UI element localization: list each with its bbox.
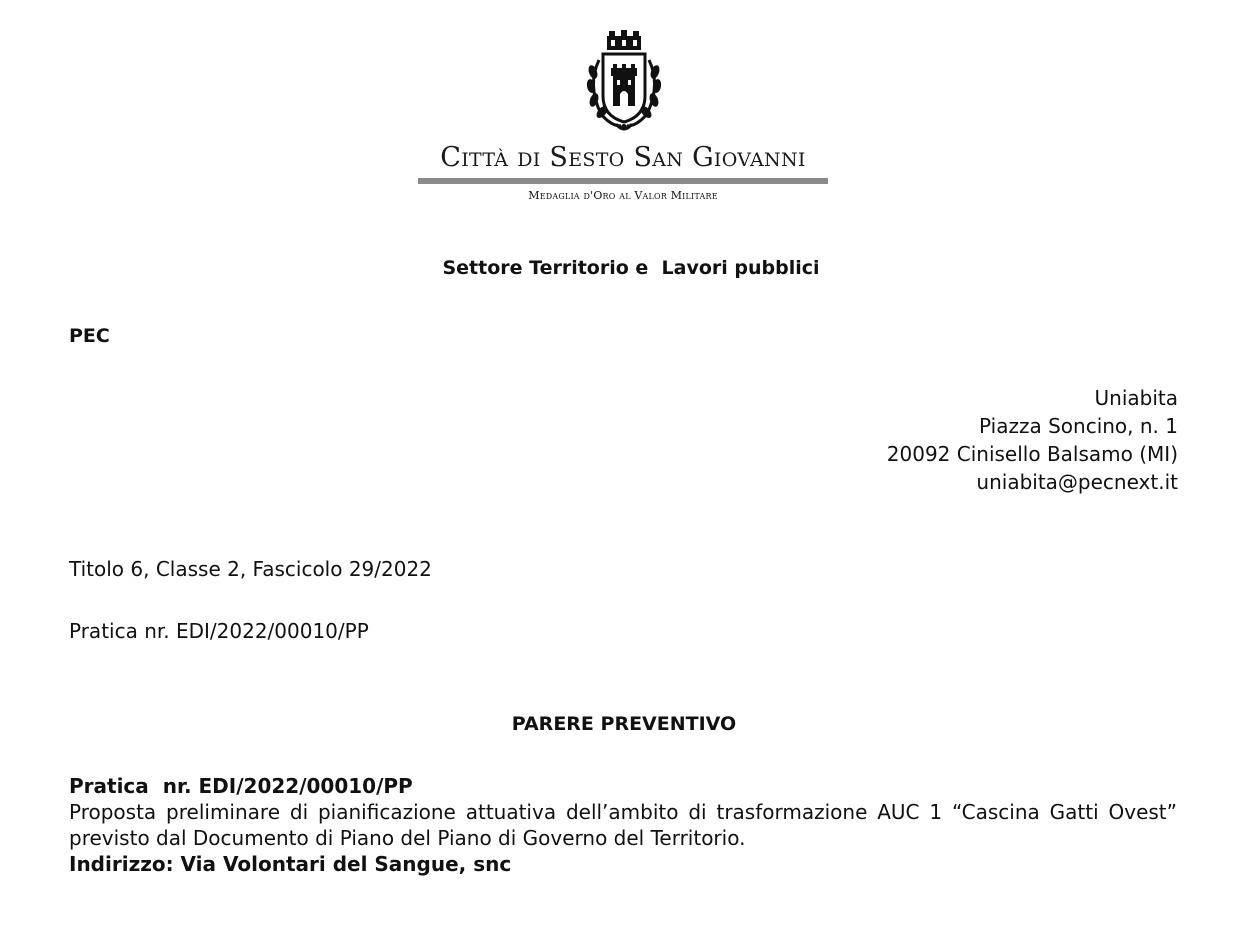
recipient-name: Uniabita bbox=[1094, 386, 1178, 410]
city-crest-icon bbox=[583, 30, 665, 134]
classification-line: Titolo 6, Classe 2, Fascicolo 29/2022 bbox=[69, 557, 432, 581]
recipient-city: 20092 Cinisello Balsamo (MI) bbox=[886, 442, 1178, 466]
sector-heading: Settore Territorio e Lavori pubblici bbox=[442, 257, 820, 279]
medal-subtitle: Medaglia d'Oro al Valor Militare bbox=[528, 189, 718, 202]
subject-block bbox=[69, 773, 1177, 877]
subject-address: Indirizzo: Via Volontari del Sangue, snc bbox=[69, 852, 512, 876]
document-title: PARERE PREVENTIVO bbox=[511, 713, 737, 735]
header-divider bbox=[418, 178, 828, 184]
subject-practice: Pratica nr. EDI/2022/00010/PP bbox=[69, 774, 413, 798]
city-name: Città di Sesto San Giovanni bbox=[440, 142, 806, 173]
subject-description: Proposta preliminare di pianificazione attuativa dell’ambito di trasformazione AUC 1 “Cascina Gatti Ovest” previsto dal Documento di Piano del Piano di Governo del Territorio. bbox=[69, 800, 1177, 850]
delivery-method: PEC bbox=[69, 325, 110, 347]
recipient-street: Piazza Soncino, n. 1 bbox=[979, 414, 1178, 438]
recipient-email: uniabita@pecnext.it bbox=[976, 470, 1178, 494]
recipient-address bbox=[887, 384, 1178, 496]
practice-reference: Pratica nr. EDI/2022/00010/PP bbox=[69, 619, 369, 643]
